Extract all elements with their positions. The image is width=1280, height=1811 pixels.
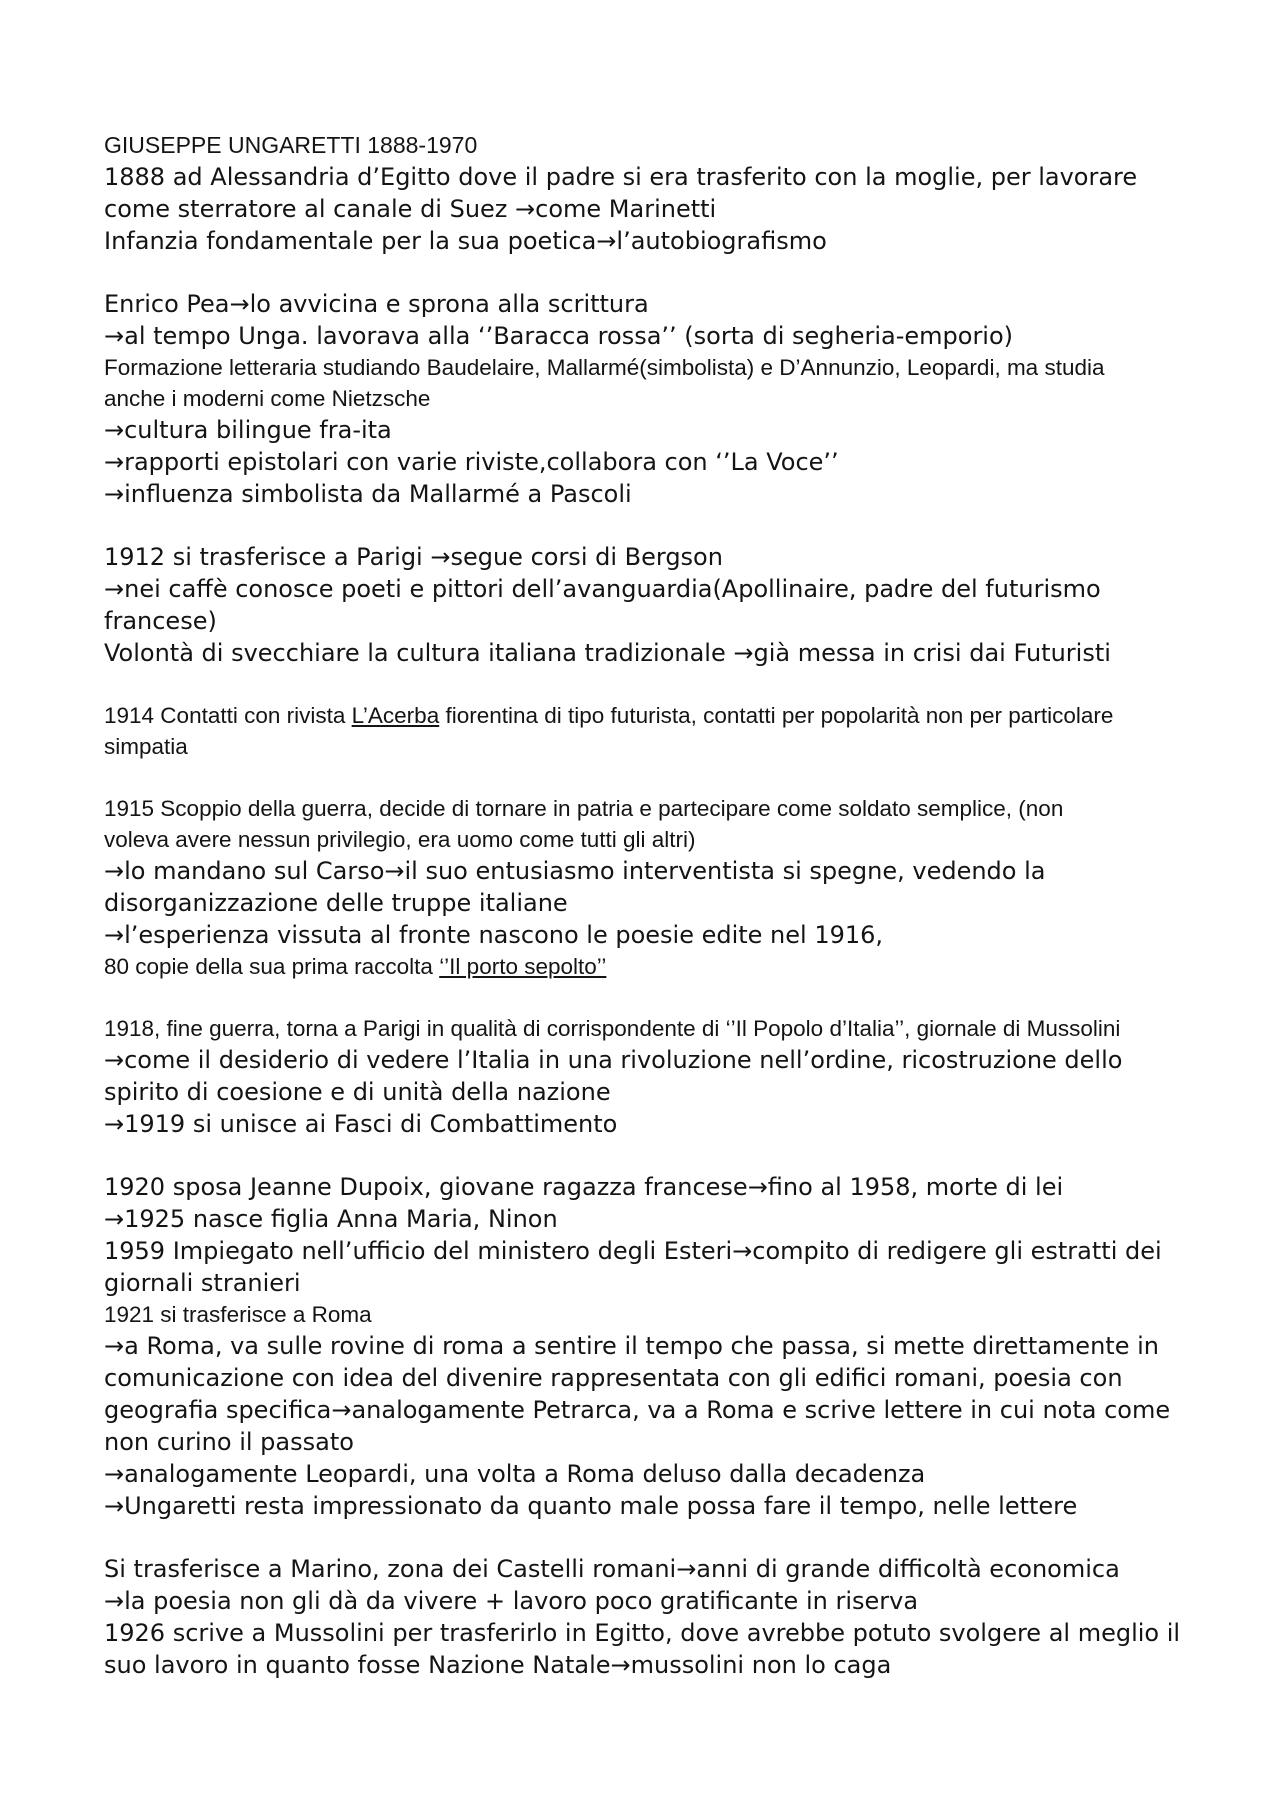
- text-line: anche i moderni come Nietzsche: [104, 386, 431, 411]
- text-line: come sterratore al canale di Suez →come Marinetti: [104, 195, 717, 223]
- text-line: voleva avere nessun privilegio, era uomo come tutti gli altri): [104, 827, 696, 852]
- text-line: 1921 si trasferisce a Roma: [104, 1302, 372, 1327]
- text-line: Si trasferisce a Marino, zona dei Castelli romani→anni di grande difficoltà economica: [104, 1555, 1120, 1583]
- text-line: 1918, fine guerra, torna a Parigi in qualità di corrispondente di ‘’Il Popolo d’Italia’’, giornale di Mussolini: [104, 1016, 1121, 1041]
- text-line: comunicazione con idea del divenire rappresentata con gli edifici romani, poesia con: [104, 1364, 1123, 1392]
- text-line: [104, 700, 1184, 731]
- text-line: →come il desiderio di vedere l’Italia in una rivoluzione nell’ordine, ricostruzione dello: [104, 1046, 1123, 1074]
- text-line: 1915 Scoppio della guerra, decide di tornare in patria e partecipare come soldato semplice, (non: [104, 796, 1064, 821]
- text-segment: 80 copie della sua prima raccolta: [104, 954, 440, 979]
- text-line: →rapporti epistolari con varie riviste,collabora con ‘’La Voce’’: [104, 448, 839, 476]
- text-line: giornali stranieri: [104, 1269, 301, 1297]
- text-line: Volontà di svecchiare la cultura italiana tradizionale →già messa in crisi dai Futuristi: [104, 639, 1111, 667]
- text-line: →Ungaretti resta impressionato da quanto male possa fare il tempo, nelle lettere: [104, 1492, 1078, 1520]
- text-line: 1959 Impiegato nell’ufficio del ministero degli Esteri→compito di redigere gli estratti dei: [104, 1237, 1162, 1265]
- text-line: geografia specifica→analogamente Petrarca, va a Roma e scrive lettere in cui nota come: [104, 1396, 1171, 1424]
- text-line: Formazione letteraria studiando Baudelaire, Mallarmé(simbolista) e D’Annunzio, Leopardi, ma studia: [104, 355, 1105, 380]
- text-line: Enrico Pea→lo avvicina e sprona alla scrittura: [104, 290, 649, 318]
- text-line: →l’esperienza vissuta al fronte nascono le poesie edite nel 1916,: [104, 921, 884, 949]
- porto-sepolto-link[interactable]: ‘’Il porto sepolto’’: [439, 954, 607, 979]
- text-segment: 1914 Contatti con rivista: [104, 703, 352, 728]
- text-line: →a Roma, va sulle rovine di roma a sentire il tempo che passa, si mette direttamente in: [104, 1332, 1159, 1360]
- text-line: [104, 951, 1184, 982]
- text-line: non curino il passato: [104, 1428, 354, 1456]
- paragraph-gap: [104, 1140, 1184, 1171]
- text-segment: fiorentina di tipo futurista, contatti per popolarità non per particolare: [439, 703, 1114, 728]
- paragraph-gap: [104, 510, 1184, 541]
- text-line: 1888 ad Alessandria d’Egitto dove il padre si era trasferito con la moglie, per lavorare: [104, 163, 1138, 191]
- text-line: →nei caffè conosce poeti e pittori dell’avanguardia(Apollinaire, padre del futurismo: [104, 575, 1101, 603]
- text-line: francese): [104, 607, 217, 635]
- text-line: spirito di coesione e di unità della nazione: [104, 1078, 611, 1106]
- text-line: 1912 si trasferisce a Parigi →segue corsi di Bergson: [104, 543, 723, 571]
- acerba-link[interactable]: L’Acerba: [351, 703, 440, 728]
- text-line: simpatia: [104, 734, 188, 759]
- document-title: GIUSEPPE UNGARETTI 1888-1970: [104, 132, 478, 158]
- text-line: →analogamente Leopardi, una volta a Roma deluso dalla decadenza: [104, 1460, 926, 1488]
- paragraph-gap: [104, 762, 1184, 793]
- paragraph-gap: [104, 257, 1184, 288]
- text-line: 1920 sposa Jeanne Dupoix, giovane ragazza francese→fino al 1958, morte di lei: [104, 1173, 1064, 1201]
- text-line: 1926 scrive a Mussolini per trasferirlo in Egitto, dove avrebbe potuto svolgere al meglio il: [104, 1619, 1181, 1647]
- text-line: →cultura bilingue fra-ita: [104, 416, 392, 444]
- text-line: →1919 si unisce ai Fasci di Combattimento: [104, 1110, 618, 1138]
- text-line: →la poesia non gli dà da vivere + lavoro poco gratificante in riserva: [104, 1587, 919, 1615]
- text-line: →1925 nasce figlia Anna Maria, Ninon: [104, 1205, 558, 1233]
- paragraph-gap: [104, 982, 1184, 1013]
- text-line: →al tempo Unga. lavorava alla ‘’Baracca rossa’’ (sorta di segheria-emporio): [104, 322, 1014, 350]
- text-line: suo lavoro in quanto fosse Nazione Natale→mussolini non lo caga: [104, 1651, 892, 1679]
- text-line: →lo mandano sul Carso→il suo entusiasmo interventista si spegne, vedendo la: [104, 857, 1046, 885]
- text-line: →influenza simbolista da Mallarmé a Pascoli: [104, 480, 632, 508]
- text-line: disorganizzazione delle truppe italiane: [104, 889, 568, 917]
- paragraph-gap: [104, 669, 1184, 700]
- text-line: Infanzia fondamentale per la sua poetica→l’autobiografismo: [104, 227, 827, 255]
- paragraph-gap: [104, 1522, 1184, 1553]
- document-page: [104, 130, 1184, 1681]
